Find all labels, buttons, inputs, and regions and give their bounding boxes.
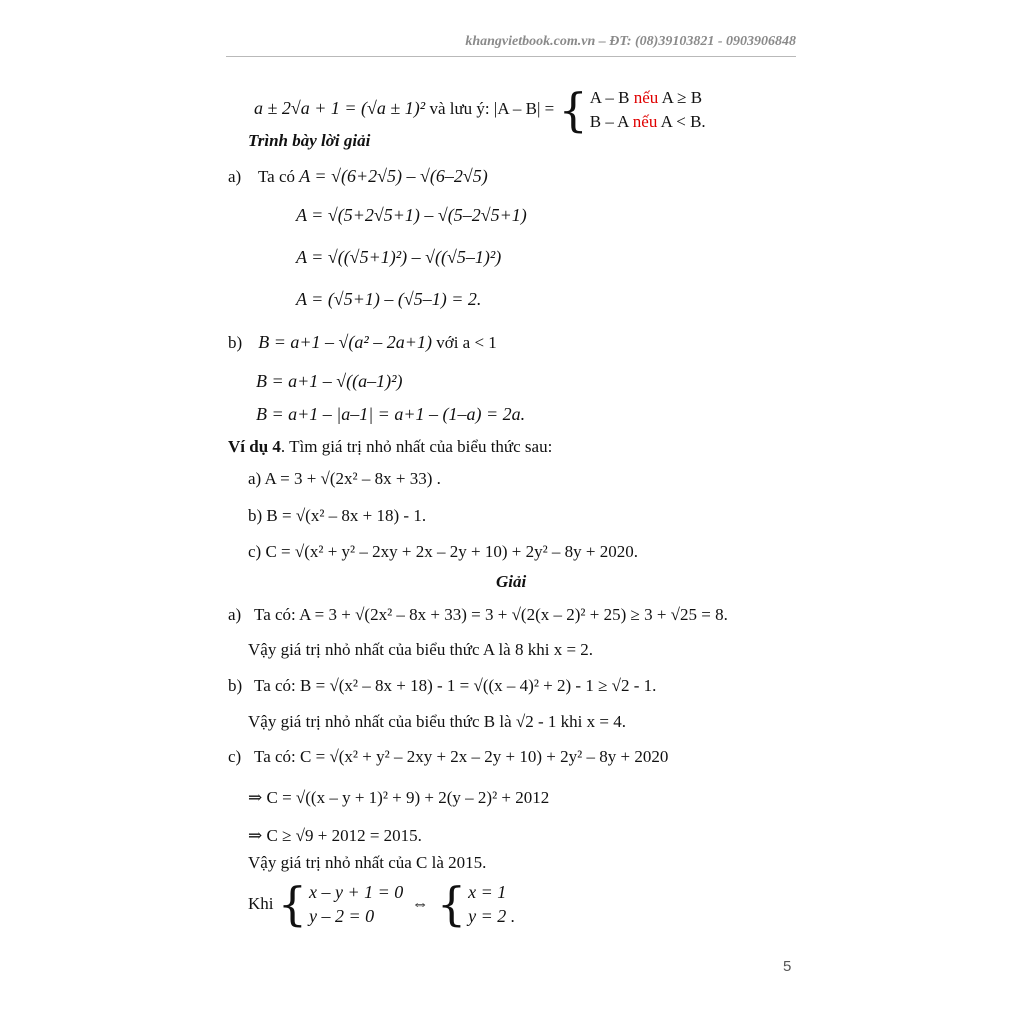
system-left: { x – y + 1 = 0 y – 2 = 0 xyxy=(277,877,404,931)
section-title: Trình bày lời giải xyxy=(248,131,371,150)
case-2: B – A nếu A < B. xyxy=(589,112,706,131)
header-divider xyxy=(226,56,796,57)
page-number: 5 xyxy=(783,958,792,975)
left-brace: { xyxy=(558,83,588,137)
part-a-line-3: A = √((√5+1)²) – √((√5–1)²) xyxy=(296,247,502,267)
abs-expression: |A – B| = xyxy=(493,98,555,118)
solution-c-system: Khi { x – y + 1 = 0 y – 2 = 0 ⇔ { x = 1 y = 2 . xyxy=(248,877,515,931)
part-b-line-2: B = a+1 – √((a–1)²) xyxy=(256,371,403,391)
part-a-line-4: A = (√5+1) – (√5–1) = 2. xyxy=(296,289,482,309)
solution-c-line-1: c) Ta có: C = √(x² + y² – 2xy + 2x – 2y + 10) + 2y² – 8y + 2020 xyxy=(228,747,669,766)
solution-a-line-1: a) Ta có: A = 3 + √(2x² – 8x + 33) = 3 + √(2(x – 2)² + 25) ≥ 3 + √25 = 8. xyxy=(228,605,728,624)
solution-c-line-3: ⇒ C ≥ √9 + 2012 = 2015. xyxy=(248,826,422,845)
page-header: khangvietbook.com.vn – ĐT: (08)39103821 - 0903906848 xyxy=(465,34,796,49)
solution-c-conclusion: Vậy giá trị nhỏ nhất của C là 2015. xyxy=(248,853,487,872)
case-1: A – B nếu A ≥ B xyxy=(589,88,703,107)
abs-cases xyxy=(558,83,706,137)
solution-c-line-2: ⇒ C = √((x – y + 1)² + 9) + 2(y – 2)² + 2012 xyxy=(248,788,550,807)
intro-note: và lưu ý: xyxy=(429,98,490,118)
example-title: Ví dụ 4. Tìm giá trị nhỏ nhất của biểu thức sau: xyxy=(228,437,553,456)
part-b-line-1: b) B = a+1 – √(a² – 2a+1) với a < 1 xyxy=(228,332,497,352)
example-b: b) B = √(x² – 8x + 18) - 1. xyxy=(248,506,427,525)
system-right: { x = 1 y = 2 xyxy=(436,877,507,931)
example-a: a) A = 3 + √(2x² – 8x + 33) . xyxy=(248,469,441,488)
part-a-line-1: a) Ta có A = √(6+2√5) – √(6–2√5) xyxy=(228,166,488,186)
example-c: c) C = √(x² + y² – 2xy + 2x – 2y + 10) + 2y² – 8y + 2020. xyxy=(248,542,639,561)
part-b-line-3: B = a+1 – |a–1| = a+1 – (1–a) = 2a. xyxy=(256,404,526,424)
intro-line xyxy=(254,83,706,137)
solution-title: Giải xyxy=(496,572,527,591)
intro-formula: a ± 2√a + 1 = (√a ± 1)² xyxy=(254,97,426,118)
solution-b-line-1: b) Ta có: B = √(x² – 8x + 18) - 1 = √((x – 4)² + 2) - 1 ≥ √2 - 1. xyxy=(228,676,657,695)
solution-b-conclusion: Vậy giá trị nhỏ nhất của biểu thức B là √2 - 1 khi x = 4. xyxy=(248,712,626,731)
part-a-line-2: A = √(5+2√5+1) – √(5–2√5+1) xyxy=(296,205,527,225)
equivalence-symbol: ⇔ xyxy=(411,894,429,913)
solution-a-conclusion: Vậy giá trị nhỏ nhất của biểu thức A là 8 khi x = 2. xyxy=(248,640,594,659)
